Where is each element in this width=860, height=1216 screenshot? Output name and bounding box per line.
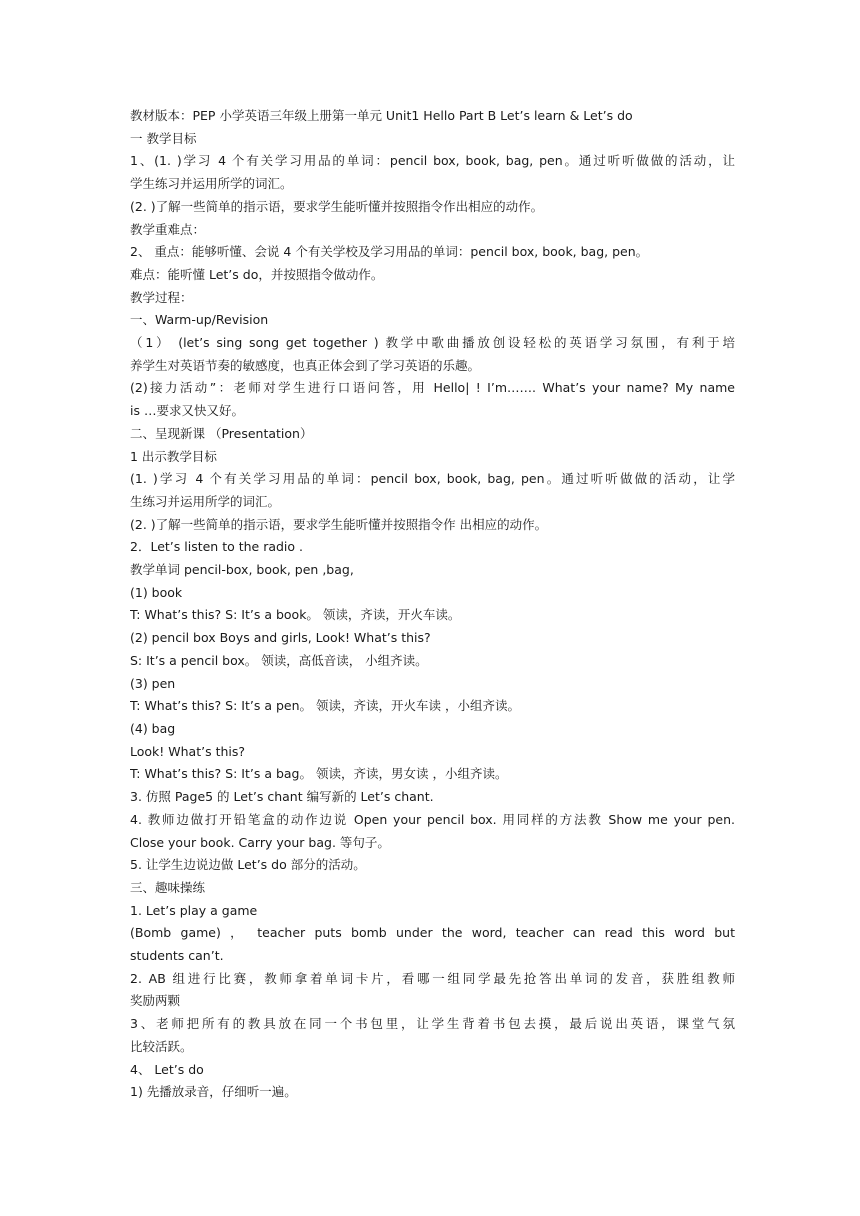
text-line: （1） (let’s sing song get together ) 教学中歌曲播放创设轻松的英语学习氛围，有利于培 xyxy=(130,335,735,351)
text-line: 2．Let’s listen to the radio . xyxy=(130,539,304,555)
text-line: (1) book xyxy=(130,584,183,600)
section-heading-process: 教学过程： xyxy=(130,289,193,305)
document-header-line: 教材版本：PEP 小学英语三年级上册第一单元 Unit1 Hello Part B Let’s learn & Let’s do xyxy=(130,108,633,123)
text-line: (4) bag xyxy=(130,720,176,736)
section-heading-objectives: 一 教学目标 xyxy=(130,130,197,146)
text-line: 1. Let’s play a game xyxy=(130,902,258,918)
text-line: 3. 仿照 Page5 的 Let’s chant 编写新的 Let’s chant. xyxy=(130,789,434,805)
text-line: S: It’s a pencil box。 领读，高低音读， 小组齐读。 xyxy=(130,652,428,668)
section-heading-presentation: 二、呈现新课 （Presentation） xyxy=(130,425,313,441)
text-line: 1 出示教学目标 xyxy=(130,448,217,464)
text-line: 教学单词 pencil-box, book, pen ,bag, xyxy=(130,562,354,578)
section-heading-key-points: 教学重难点： xyxy=(130,221,206,237)
text-line: (2. )了解一些简单的指示语，要求学生能听懂并按照指令作 出相应的动作。 xyxy=(130,516,548,532)
text-line: students can’t. xyxy=(130,948,224,964)
text-line: Look! What’s this? xyxy=(130,743,246,759)
text-line: 生练习并运用所学的词汇。 xyxy=(130,493,281,509)
section-heading-practice: 三、趣味操练 xyxy=(130,879,206,895)
text-line: 1) 先播放录音，仔细听一遍。 xyxy=(130,1084,297,1100)
text-line: T: What’s this? S: It’s a bag。 领读，齐读，男女读 ，小组齐读。 xyxy=(130,766,508,782)
text-line: 难点：能听懂 Let’s do，并按照指令做动作。 xyxy=(130,266,384,282)
section-heading-warmup: 一、Warm-up/Revision xyxy=(130,312,269,328)
text-line: (1. )学习 4 个有关学习用品的单词：pencil box, book, bag, pen。通过听听做做的活动，让学 xyxy=(130,471,735,487)
text-line: (Bomb game) ， teacher puts bomb under the word, teacher can read this word but xyxy=(130,925,735,941)
text-line: 1、(1. )学习 4 个有关学习用品的单词：pencil box, book, bag, pen。通过听听做做的活动，让 xyxy=(130,153,735,169)
text-line: T: What’s this? S: It’s a book。 领读，齐读，开火车读。 xyxy=(130,607,461,623)
text-line: (3) pen xyxy=(130,675,176,691)
text-line: is …要求又快又好。 xyxy=(130,403,244,419)
text-line: 4、 Let’s do xyxy=(130,1061,204,1077)
text-line: 养学生对英语节奏的敏感度，也真正体会到了学习英语的乐趣。 xyxy=(130,357,481,373)
text-line: (2)接力活动”：老师对学生进行口语问答，用 Hello| ! I’m……. What’s your name? My name xyxy=(130,380,735,396)
text-line: 2、 重点：能够听懂、会说 4 个有关学校及学习用品的单词：pencil box, book, bag, pen。 xyxy=(130,244,649,260)
text-line: (2. )了解一些简单的指示语，要求学生能听懂并按照指令作出相应的动作。 xyxy=(130,198,544,214)
text-line: T: What’s this? S: It’s a pen。 领读，齐读，开火车读 ，小组齐读。 xyxy=(130,698,520,714)
text-line: Close your book. Carry your bag. 等句子。 xyxy=(130,834,390,850)
text-line: 4. 教师边做打开铅笔盒的动作边说 Open your pencil box. 用同样的方法教 Show me your pen. xyxy=(130,811,735,827)
document-body xyxy=(130,105,735,1104)
text-line: 3、老师把所有的教具放在同一个书包里，让学生背着书包去摸，最后说出英语，课堂气氛 xyxy=(130,1016,735,1032)
text-line: 2. AB 组进行比赛，教师拿着单词卡片，看哪一组同学最先抢答出单词的发音，获胜组教师 xyxy=(130,970,735,986)
text-line: 奖励两颗 xyxy=(130,993,181,1009)
text-line: 学生练习并运用所学的词汇。 xyxy=(130,176,293,192)
text-line: (2) pencil box Boys and girls, Look! What’s this? xyxy=(130,630,431,646)
text-line: 5. 让学生边说边做 Let’s do 部分的活动。 xyxy=(130,857,366,873)
text-line: 比较活跃。 xyxy=(130,1038,193,1054)
